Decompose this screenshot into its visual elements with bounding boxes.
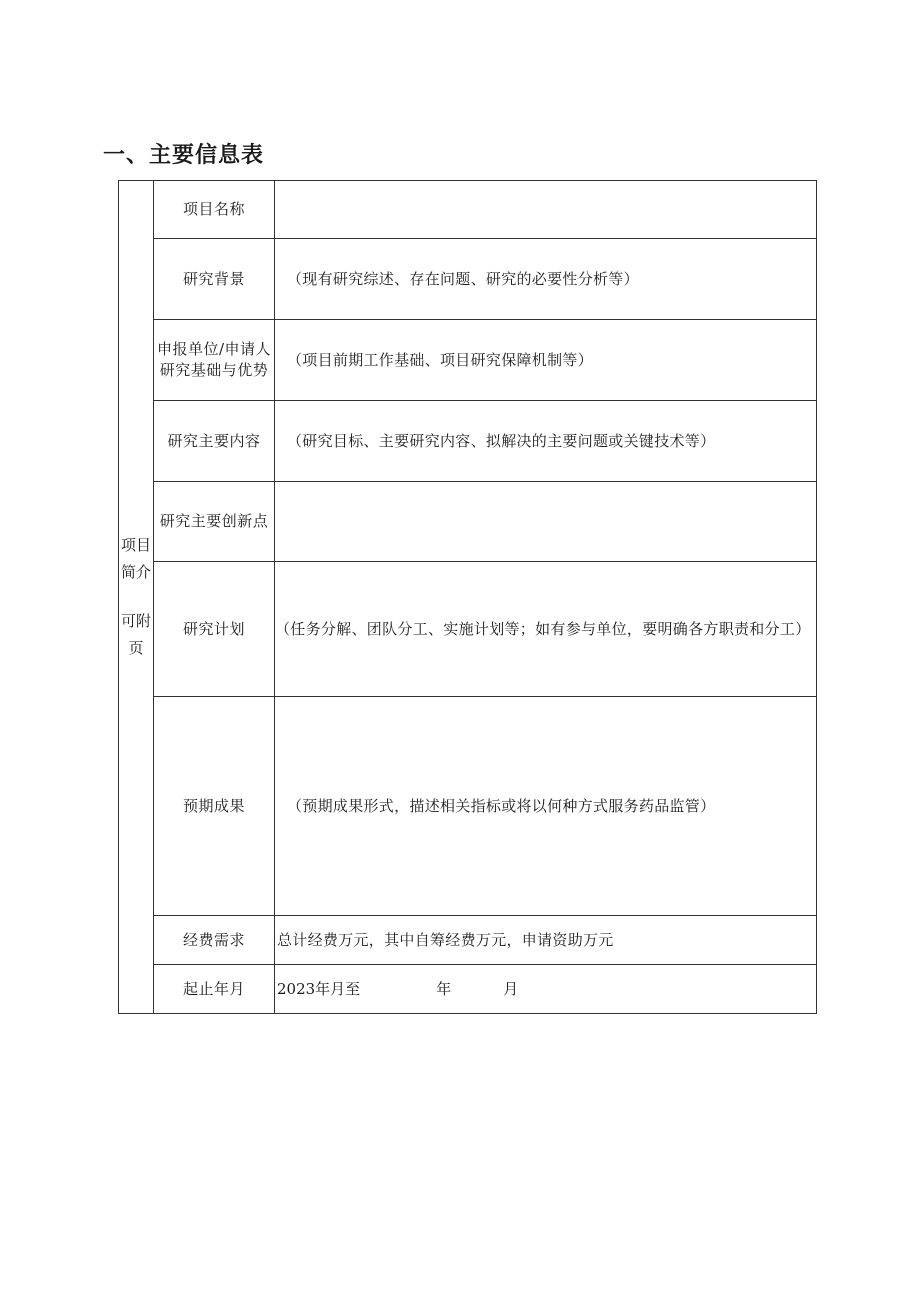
label-cell [154,697,275,916]
label-cell [154,562,275,697]
row-content: 总计经费万元，其中自筹经费万元，申请资助万元 [277,930,614,949]
date-start: 2023年月至 [277,979,361,998]
label-cell [154,401,275,482]
row-research-plan [119,562,817,697]
row-label: 经费需求 [182,930,245,949]
expected-results-field[interactable] [275,697,817,916]
label-cell [154,320,275,401]
row-content: （项目前期工作基础、项目研究保障机制等） [287,350,594,369]
row-label: 申报单位/申请人研究基础与优势 [156,340,272,379]
main-info-table [118,180,817,1014]
row-research-foundation [119,320,817,401]
innovation-points-field[interactable] [275,482,817,562]
row-content: （研究目标、主要研究内容、拟解决的主要问题或关键技术等） [287,431,716,450]
side-label-bottom: 可附页 [120,612,151,657]
date-end-year: 年 [436,979,452,998]
label-cell [154,181,275,239]
row-content: （预期成果形式，描述相关指标或将以何种方式服务药品监管） [287,796,716,815]
research-foundation-field[interactable] [275,320,817,401]
start-end-date-field[interactable] [275,965,817,1014]
date-range [277,979,816,1000]
project-name-field[interactable] [275,181,817,239]
row-innovation-points [119,482,817,562]
research-plan-field[interactable] [275,562,817,697]
row-label: 研究主要内容 [167,431,261,450]
side-label-cell [119,181,154,1014]
row-content: （现有研究综述、存在问题、研究的必要性分析等） [287,269,639,288]
row-label: 研究背景 [182,269,245,288]
funding-needs-field[interactable] [275,916,817,965]
research-background-field[interactable] [275,239,817,320]
row-label: 研究主要创新点 [159,512,269,530]
row-expected-results [119,697,817,916]
side-label-top: 项目简介 [120,536,151,581]
row-research-content [119,401,817,482]
row-label: 起止年月 [182,979,245,998]
row-label: 研究计划 [182,619,245,638]
label-cell [154,482,275,562]
row-funding-needs [119,916,817,965]
row-start-end-date [119,965,817,1014]
row-research-background [119,239,817,320]
section-title: 一、主要信息表 [103,143,265,168]
research-content-field[interactable] [275,401,817,482]
row-project-name [119,181,817,239]
date-end-month: 月 [503,979,519,998]
row-label: 项目名称 [182,200,245,218]
label-cell [154,916,275,965]
label-cell [154,239,275,320]
row-label: 预期成果 [182,796,245,815]
row-content: （任务分解、团队分工、实施计划等；如有参与单位，要明确各方职责和分工） [275,619,811,638]
label-cell [154,965,275,1014]
